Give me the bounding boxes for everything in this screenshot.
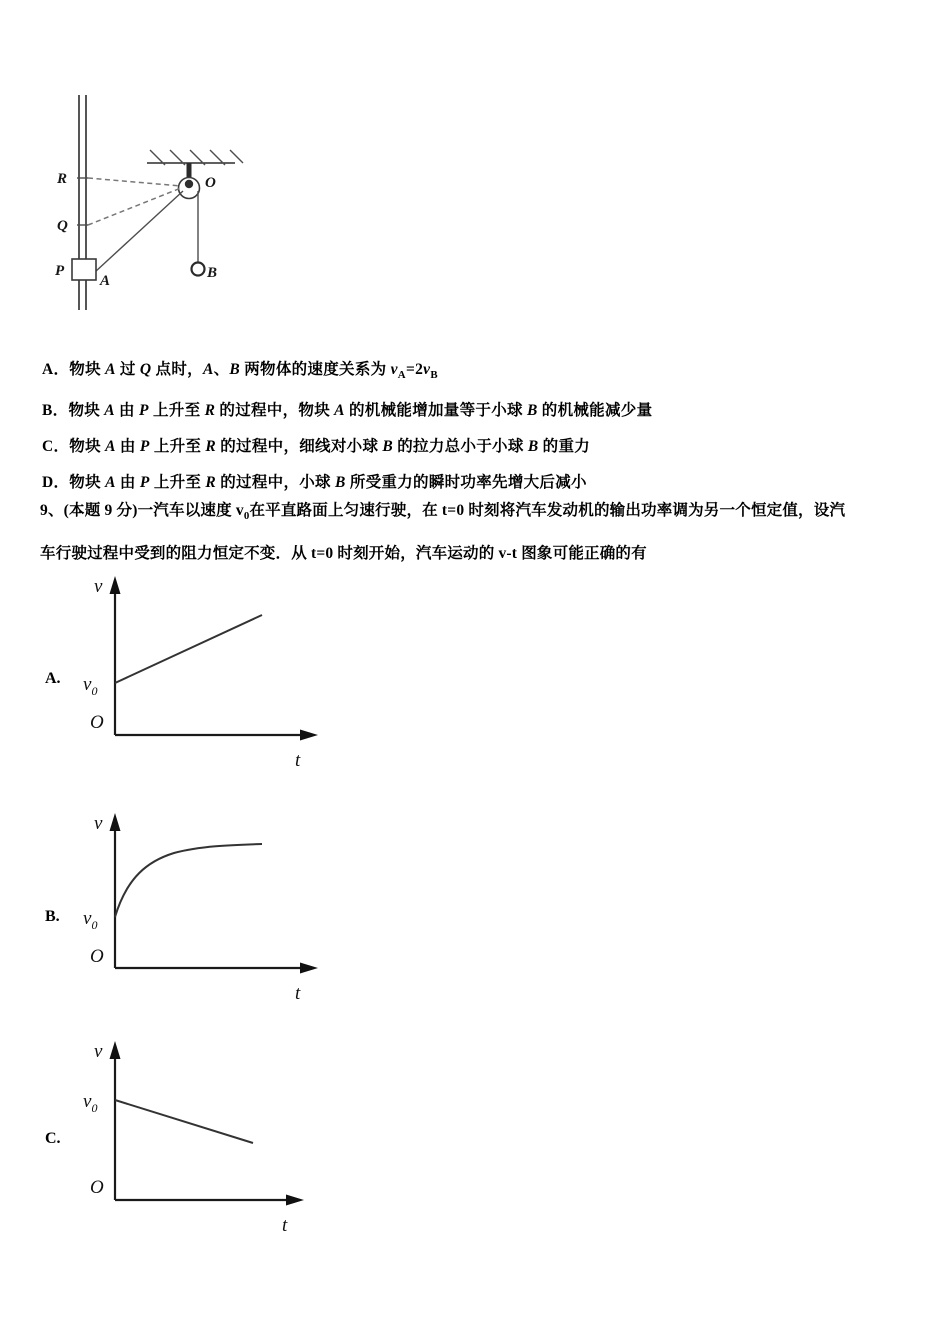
y-axis-label: v bbox=[94, 813, 103, 834]
y-axis-label: v bbox=[94, 1041, 103, 1062]
label-B: B bbox=[207, 265, 218, 281]
option-d-tag: D． bbox=[42, 474, 70, 492]
x-axis-label: t bbox=[295, 750, 301, 771]
option-c bbox=[42, 429, 922, 465]
chart-option-c bbox=[40, 1035, 370, 1250]
question-9-line-2: 车行驶过程中受到的阻力恒定不变．从 t=0 时刻开始，汽车运动的 v-t 图象可能正确的有 bbox=[40, 545, 647, 563]
series-line bbox=[115, 615, 262, 683]
y-intercept-label: $v_0$ bbox=[83, 674, 98, 698]
option-a-text: 物块 A 过 Q 点时，A、B 两物体的速度关系为 $v_A=2v_B$ bbox=[69, 361, 438, 382]
series-curve bbox=[115, 844, 262, 917]
y-intercept-label: $v_0$ bbox=[83, 908, 98, 932]
chart-option-b-label: B. bbox=[45, 908, 60, 925]
block-a-icon bbox=[72, 259, 96, 280]
pulley-wheel-icon bbox=[179, 178, 200, 199]
option-a bbox=[42, 352, 922, 393]
string-A-to-O bbox=[95, 191, 183, 272]
x-axis-label: t bbox=[282, 1215, 288, 1236]
x-axis-label: t bbox=[295, 983, 301, 1004]
ball-b-icon bbox=[192, 263, 205, 276]
label-R: R bbox=[57, 171, 68, 187]
origin-label: O bbox=[90, 712, 104, 733]
pulley-and-block-diagram bbox=[55, 95, 295, 310]
origin-label: O bbox=[90, 1177, 104, 1198]
option-list bbox=[42, 352, 922, 501]
y-axis-arrow-icon bbox=[110, 813, 121, 831]
dashed-line-R-to-O bbox=[88, 178, 181, 186]
y-intercept-label: $v_0$ bbox=[83, 1091, 98, 1115]
option-d-text: 物块 A 由 P 上升至 R 的过程中，小球 B 所受重力的瞬时功率先增大后减小 bbox=[69, 474, 587, 492]
y-axis-arrow-icon bbox=[110, 1041, 121, 1059]
label-Q: Q bbox=[57, 218, 68, 234]
origin-label: O bbox=[90, 946, 104, 967]
chart-option-a bbox=[40, 570, 370, 785]
option-c-tag: C． bbox=[42, 438, 70, 456]
chart-option-c-label: C. bbox=[45, 1130, 61, 1147]
chart-option-b bbox=[40, 805, 370, 1020]
option-a-tag: A． bbox=[42, 361, 70, 378]
ceiling-hatch-icon bbox=[147, 150, 243, 165]
question-9 bbox=[40, 492, 920, 573]
label-A: A bbox=[100, 273, 111, 289]
option-b-text: 物块 A 由 P 上升至 R 的过程中，物块 A 的机械能增加量等于小球 B 的机械能减少量 bbox=[68, 402, 653, 420]
chart-option-a-label: A. bbox=[45, 670, 61, 687]
option-c-text: 物块 A 由 P 上升至 R 的过程中，细线对小球 B 的拉力总小于小球 B 的重力 bbox=[69, 438, 591, 456]
x-axis-arrow-icon bbox=[300, 730, 318, 741]
x-axis-arrow-icon bbox=[286, 1195, 304, 1206]
y-axis-arrow-icon bbox=[110, 576, 121, 594]
question-9-line-1: 9、(本题 9 分)一汽车以速度 $v_0$在平直路面上匀速行驶，在 t=0 时刻将汽车发动机的输出功率调为另一个恒定值，设汽 bbox=[40, 502, 846, 523]
label-O: O bbox=[205, 175, 216, 191]
x-axis-arrow-icon bbox=[300, 963, 318, 974]
option-b-tag: B． bbox=[42, 402, 69, 420]
series-line bbox=[115, 1100, 253, 1143]
label-P: P bbox=[55, 263, 65, 279]
option-b bbox=[42, 393, 922, 429]
y-axis-label: v bbox=[94, 576, 103, 597]
